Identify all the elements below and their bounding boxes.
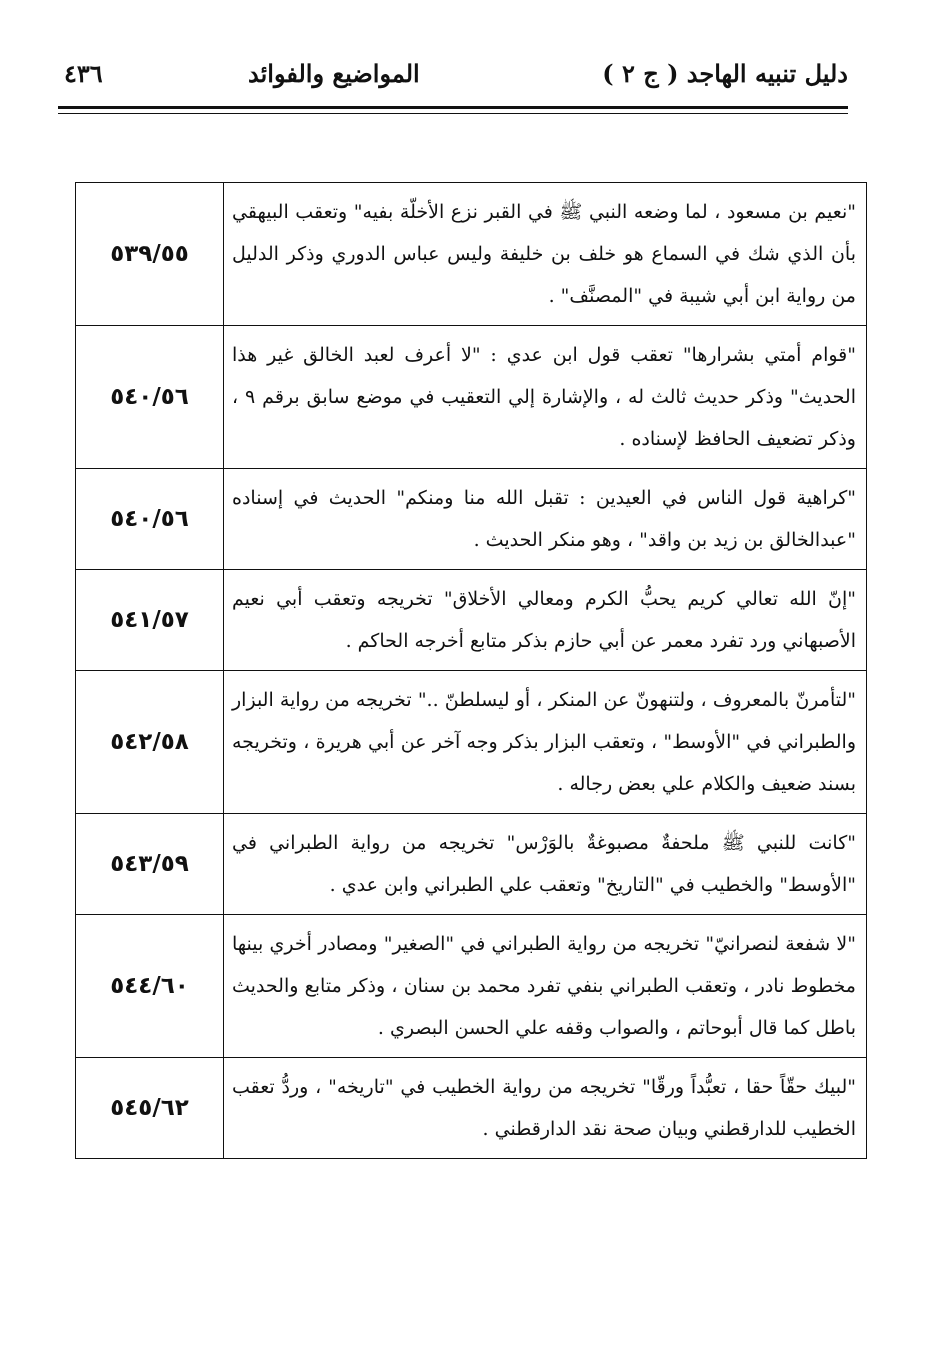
reference-number: ٥٤٥/٦٢ bbox=[110, 1095, 189, 1121]
table-row bbox=[76, 469, 867, 570]
table-row bbox=[76, 1058, 867, 1159]
row-description: "نعيم بن مسعود ، لما وضعه النبي ﷺ في القبر نزع الأخلّة بفيه" وتعقب البيهقي بأن الذي شك في السماع هو خلف بن خليفة وليس عباس الدوري وذكر الدليل من رواية ابن أبي شيبة في "المصنَّف" . bbox=[224, 183, 867, 326]
reference-number: ٥٤٤/٦٠ bbox=[110, 973, 189, 999]
reference-number: ٥٤١/٥٧ bbox=[110, 607, 189, 633]
table-row bbox=[76, 671, 867, 814]
row-reference bbox=[76, 570, 224, 671]
row-reference bbox=[76, 814, 224, 915]
reference-number: ٥٤٠/٥٦ bbox=[110, 384, 189, 410]
row-reference bbox=[76, 671, 224, 814]
header-rule-thin bbox=[58, 113, 848, 114]
row-description: "كراهية قول الناس في العيدين : تقبل الله منا ومنكم" الحديث في إسناده "عبدالخالق بن زيد بن واقد" ، وهو منكر الحديث . bbox=[224, 469, 867, 570]
running-header bbox=[58, 55, 848, 95]
row-description: "لبيك حقّاً حقا ، تعبُّداً ورقّا" تخريجه من رواية الخطيب في "تاريخه" ، وردُّ تعقب الخطيب للدارقطني وبيان صحة نقد الدارقطني . bbox=[224, 1058, 867, 1159]
reference-number: ٥٤٠/٥٦ bbox=[110, 506, 189, 532]
table-row bbox=[76, 326, 867, 469]
reference-number: ٥٣٩/٥٥ bbox=[110, 241, 189, 267]
section-title: المواضيع والفوائد bbox=[248, 59, 420, 88]
table-row bbox=[76, 183, 867, 326]
row-description: "لا شفعة لنصرانيّ" تخريجه من رواية الطبراني في "الصغير" ومصادر أخري بينها مخطوط نادر ، وتعقب الطبراني بنفي تفرد محمد بن سنان ، وذكر متابع والحديث باطل كما قال أبوحاتم ، والصواب وقفه علي الحسن البصري . bbox=[224, 915, 867, 1058]
table-row bbox=[76, 814, 867, 915]
table-row bbox=[76, 570, 867, 671]
book-title: دليل تنبيه الهاجد ( ج ٢ ) bbox=[602, 59, 848, 88]
row-reference bbox=[76, 1058, 224, 1159]
reference-number: ٥٤٢/٥٨ bbox=[110, 729, 189, 755]
row-reference bbox=[76, 183, 224, 326]
page-number: ٤٣٦ bbox=[64, 59, 103, 88]
row-reference bbox=[76, 469, 224, 570]
row-reference bbox=[76, 915, 224, 1058]
reference-number: ٥٤٣/٥٩ bbox=[110, 851, 189, 877]
index-table bbox=[75, 182, 867, 1159]
table-row bbox=[76, 915, 867, 1058]
row-description: "كانت للنبي ﷺ ملحفةٌ مصبوغةٌ بالوَرْس" تخريجه من رواية الطبراني في "الأوسط" والخطيب في "التاريخ" وتعقب علي الطبراني وابن عدي . bbox=[224, 814, 867, 915]
header-rule-thick bbox=[58, 106, 848, 109]
row-description: "إنّ الله تعالي كريم يحبُّ الكرم ومعالي الأخلاق" تخريجه وتعقب أبي نعيم الأصبهاني ورد تفرد معمر عن أبي حازم بذكر متابع أخرجه الحاكم . bbox=[224, 570, 867, 671]
row-description: "لتأمرنّ بالمعروف ، ولتنهونّ عن المنكر ، أو ليسلطنّ .." تخريجه من رواية البزار والطبراني في "الأوسط" ، وتعقب البزار بذكر وجه آخر عن أبي هريرة ، وتخريجه بسند ضعيف والكلام علي بعض رجاله . bbox=[224, 671, 867, 814]
row-reference bbox=[76, 326, 224, 469]
row-description: "قوام أمتي بشرارها" تعقب قول ابن عدي : "لا أعرف لعبد الخالق غير هذا الحديث" وذكر حديث ثالث له ، والإشارة إلي التعقيب في موضع سابق برقم ٩ ، وذكر تضعيف الحافظ لإسناده . bbox=[224, 326, 867, 469]
